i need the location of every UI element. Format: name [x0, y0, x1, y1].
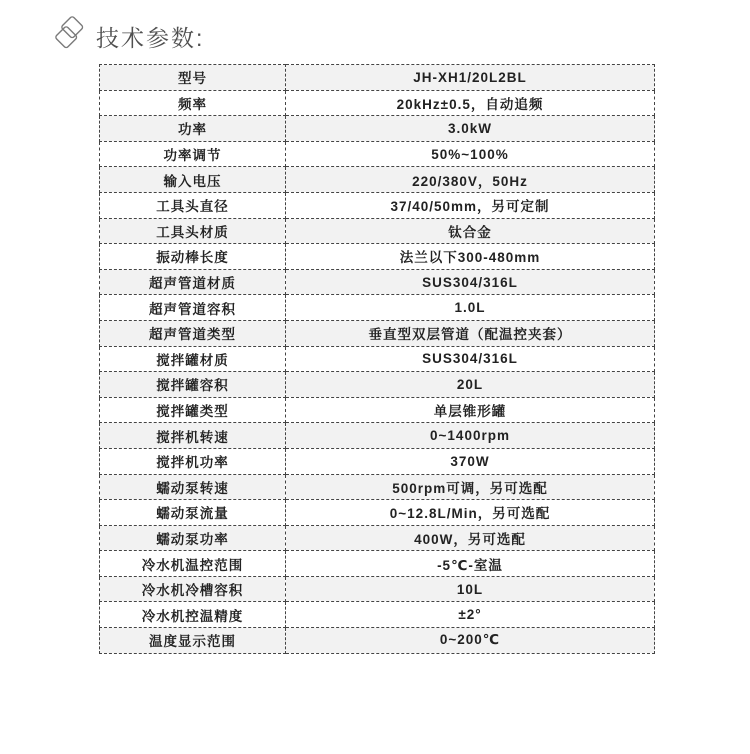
spec-label: 冷水机冷槽容积 — [100, 576, 286, 602]
table-row — [100, 423, 655, 449]
spec-value: 37/40/50mm，另可定制 — [286, 192, 655, 218]
table-row — [100, 218, 655, 244]
table-row — [100, 116, 655, 142]
table-row — [100, 602, 655, 628]
spec-value: ±2° — [286, 602, 655, 628]
spec-value: 单层锥形罐 — [286, 397, 655, 423]
table-row — [100, 628, 655, 654]
layered-diamonds-icon — [52, 16, 88, 56]
spec-value: 20L — [286, 372, 655, 398]
table-row — [100, 346, 655, 372]
spec-table — [99, 64, 655, 654]
table-row — [100, 525, 655, 551]
spec-table-body — [100, 65, 655, 654]
spec-value: 0~200℃ — [286, 628, 655, 654]
spec-label: 振动棒长度 — [100, 244, 286, 270]
spec-label: 工具头直径 — [100, 192, 286, 218]
spec-label: 温度显示范围 — [100, 628, 286, 654]
spec-value: 20kHz±0.5，自动追频 — [286, 90, 655, 116]
table-row — [100, 372, 655, 398]
spec-label: 超声管道容积 — [100, 295, 286, 321]
spec-value: 1.0L — [286, 295, 655, 321]
table-row — [100, 167, 655, 193]
table-row — [100, 192, 655, 218]
table-row — [100, 576, 655, 602]
spec-label: 蠕动泵流量 — [100, 500, 286, 526]
spec-label: 搅拌罐类型 — [100, 397, 286, 423]
table-row — [100, 500, 655, 526]
spec-value: 500rpm可调，另可选配 — [286, 474, 655, 500]
spec-label: 频率 — [100, 90, 286, 116]
spec-value: 法兰以下300-480mm — [286, 244, 655, 270]
spec-label: 功率调节 — [100, 141, 286, 167]
spec-value: 垂直型双层管道（配温控夹套） — [286, 320, 655, 346]
spec-label: 搅拌罐材质 — [100, 346, 286, 372]
spec-label: 蠕动泵功率 — [100, 525, 286, 551]
spec-value: 10L — [286, 576, 655, 602]
spec-value: 3.0kW — [286, 116, 655, 142]
spec-value: SUS304/316L — [286, 269, 655, 295]
spec-table-container — [99, 64, 655, 654]
spec-value: SUS304/316L — [286, 346, 655, 372]
spec-value: 50%~100% — [286, 141, 655, 167]
spec-label: 冷水机温控范围 — [100, 551, 286, 577]
table-row — [100, 474, 655, 500]
spec-label: 冷水机控温精度 — [100, 602, 286, 628]
table-row — [100, 269, 655, 295]
spec-value: 370W — [286, 448, 655, 474]
spec-value: JH-XH1/20L2BL — [286, 65, 655, 91]
spec-label: 工具头材质 — [100, 218, 286, 244]
spec-label: 超声管道材质 — [100, 269, 286, 295]
spec-label: 功率 — [100, 116, 286, 142]
spec-label: 蠕动泵转速 — [100, 474, 286, 500]
spec-label: 搅拌机功率 — [100, 448, 286, 474]
page-title: 技术参数: — [96, 24, 205, 51]
spec-label: 搅拌罐容积 — [100, 372, 286, 398]
table-row — [100, 295, 655, 321]
table-row — [100, 320, 655, 346]
spec-value: 0~1400rpm — [286, 423, 655, 449]
page-header — [52, 16, 204, 56]
spec-value: 0~12.8L/Min，另可选配 — [286, 500, 655, 526]
table-row — [100, 65, 655, 91]
spec-label: 搅拌机转速 — [100, 423, 286, 449]
spec-value: 220/380V，50Hz — [286, 167, 655, 193]
spec-value: -5℃-室温 — [286, 551, 655, 577]
spec-value: 钛合金 — [286, 218, 655, 244]
spec-value: 400W，另可选配 — [286, 525, 655, 551]
spec-label: 型号 — [100, 65, 286, 91]
table-row — [100, 448, 655, 474]
table-row — [100, 244, 655, 270]
spec-label: 超声管道类型 — [100, 320, 286, 346]
spec-label: 输入电压 — [100, 167, 286, 193]
table-row — [100, 141, 655, 167]
table-row — [100, 90, 655, 116]
table-row — [100, 551, 655, 577]
table-row — [100, 397, 655, 423]
